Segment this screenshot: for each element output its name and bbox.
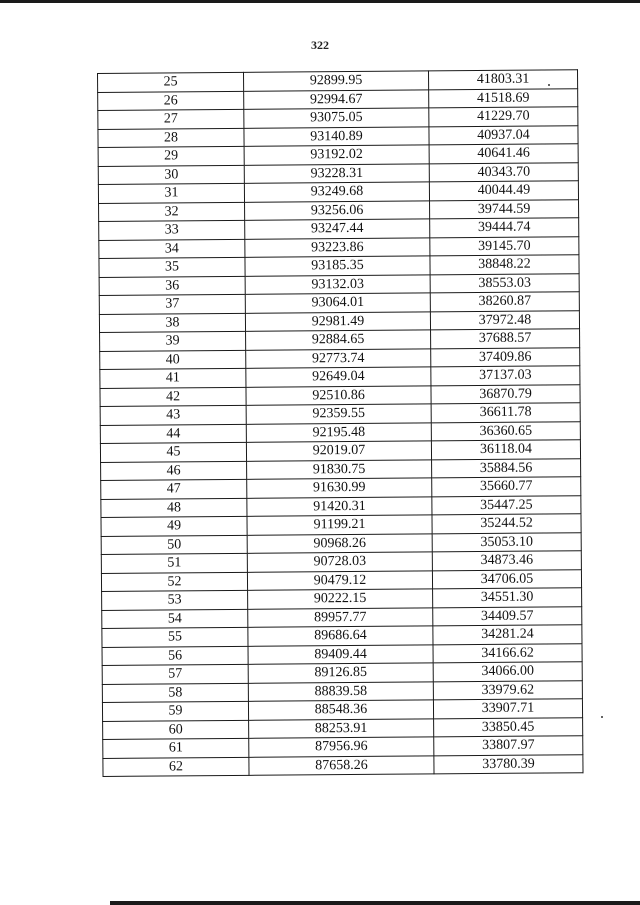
value-a-cell: 93132.03 (245, 274, 430, 294)
value-a-cell: 87658.26 (249, 755, 434, 775)
value-b-cell: 40641.46 (429, 144, 578, 164)
value-a-cell: 93228.31 (244, 163, 429, 183)
value-b-cell: 35884.56 (432, 458, 581, 478)
value-a-cell: 91199.21 (247, 515, 432, 535)
value-a-cell: 93075.05 (244, 108, 429, 128)
value-a-cell: 88253.91 (249, 718, 434, 738)
value-a-cell: 90222.15 (248, 589, 433, 609)
value-b-cell: 41229.70 (429, 107, 578, 127)
value-a-cell: 92899.95 (243, 71, 428, 91)
value-a-cell: 89409.44 (248, 644, 433, 664)
value-a-cell: 87956.96 (249, 737, 434, 757)
value-a-cell: 89686.64 (248, 626, 433, 646)
value-b-cell: 33907.71 (433, 699, 582, 719)
value-a-cell: 91830.75 (247, 459, 432, 479)
value-a-cell: 92359.55 (246, 404, 431, 424)
row-index-cell: 41 (100, 368, 246, 388)
value-a-cell: 90728.03 (247, 552, 432, 572)
row-index-cell: 26 (98, 91, 244, 111)
data-table (97, 69, 584, 777)
value-a-cell: 90479.12 (247, 570, 432, 590)
value-b-cell: 34706.05 (432, 569, 581, 589)
row-index-cell: 60 (103, 720, 249, 740)
table-row (103, 754, 583, 776)
row-index-cell: 50 (101, 535, 247, 555)
row-index-cell: 32 (99, 202, 245, 222)
page-number: 322 (311, 38, 329, 52)
value-b-cell: 39145.70 (430, 236, 579, 256)
value-b-cell: 35244.52 (432, 514, 581, 534)
value-a-cell: 92884.65 (246, 330, 431, 350)
value-b-cell: 33850.45 (434, 717, 583, 737)
table-body (98, 70, 584, 777)
row-index-cell: 59 (102, 701, 248, 721)
value-b-cell: 40937.04 (429, 125, 578, 145)
value-a-cell: 93140.89 (244, 126, 429, 146)
value-a-cell: 92773.74 (246, 348, 431, 368)
value-b-cell: 36118.04 (431, 440, 580, 460)
value-b-cell: 39444.74 (430, 218, 579, 238)
value-b-cell: 36611.78 (431, 403, 580, 423)
table-container (97, 69, 583, 777)
value-a-cell: 91420.31 (247, 496, 432, 516)
value-b-cell: 34873.46 (432, 551, 581, 571)
value-b-cell: 41803.31 (428, 70, 577, 90)
row-index-cell: 28 (98, 128, 244, 148)
row-index-cell: 61 (103, 738, 249, 758)
value-a-cell: 93247.44 (245, 219, 430, 239)
value-a-cell: 92981.49 (245, 311, 430, 331)
value-b-cell: 41518.69 (429, 88, 578, 108)
row-index-cell: 40 (100, 350, 246, 370)
row-index-cell: 58 (102, 683, 248, 703)
value-b-cell: 36870.79 (431, 384, 580, 404)
row-index-cell: 53 (102, 590, 248, 610)
value-a-cell: 90968.26 (247, 533, 432, 553)
row-index-cell: 30 (98, 165, 244, 185)
value-b-cell: 34066.00 (433, 662, 582, 682)
value-b-cell: 34409.57 (433, 606, 582, 626)
value-b-cell: 35660.77 (432, 477, 581, 497)
value-b-cell: 37137.03 (431, 366, 580, 386)
row-index-cell: 54 (102, 609, 248, 629)
value-b-cell: 37409.86 (431, 347, 580, 367)
scan-edge-top (0, 0, 640, 3)
row-index-cell: 37 (99, 294, 245, 314)
row-index-cell: 33 (99, 220, 245, 240)
row-index-cell: 35 (99, 257, 245, 277)
value-b-cell: 40044.49 (429, 181, 578, 201)
row-index-cell: 57 (102, 664, 248, 684)
value-b-cell: 38848.22 (430, 255, 579, 275)
row-index-cell: 52 (101, 572, 247, 592)
value-a-cell: 93249.68 (244, 182, 429, 202)
value-a-cell: 93223.86 (245, 237, 430, 257)
row-index-cell: 39 (100, 331, 246, 351)
value-b-cell: 34551.30 (433, 588, 582, 608)
row-index-cell: 31 (98, 183, 244, 203)
value-a-cell: 93185.35 (245, 256, 430, 276)
value-b-cell: 34166.62 (433, 643, 582, 663)
value-b-cell: 34281.24 (433, 625, 582, 645)
row-index-cell: 51 (101, 553, 247, 573)
row-index-cell: 49 (101, 516, 247, 536)
value-a-cell: 92994.67 (244, 89, 429, 109)
value-b-cell: 37972.48 (430, 310, 579, 330)
scan-speck (548, 84, 550, 86)
value-b-cell: 38260.87 (430, 292, 579, 312)
scan-speck (601, 716, 603, 718)
value-a-cell: 93256.06 (245, 200, 430, 220)
row-index-cell: 48 (101, 498, 247, 518)
row-index-cell: 44 (100, 424, 246, 444)
value-b-cell: 35053.10 (432, 532, 581, 552)
value-a-cell: 93192.02 (244, 145, 429, 165)
value-a-cell: 89957.77 (248, 607, 433, 627)
row-index-cell: 29 (98, 146, 244, 166)
value-b-cell: 33807.97 (434, 736, 583, 756)
row-index-cell: 25 (98, 72, 244, 92)
value-b-cell: 40343.70 (429, 162, 578, 182)
value-a-cell: 92649.04 (246, 367, 431, 387)
value-b-cell: 33780.39 (434, 754, 583, 774)
row-index-cell: 62 (103, 757, 249, 777)
value-b-cell: 36360.65 (431, 421, 580, 441)
value-b-cell: 37688.57 (431, 329, 580, 349)
value-b-cell: 35447.25 (432, 495, 581, 515)
row-index-cell: 55 (102, 627, 248, 647)
value-a-cell: 92510.86 (246, 385, 431, 405)
row-index-cell: 34 (99, 239, 245, 259)
value-b-cell: 33979.62 (433, 680, 582, 700)
row-index-cell: 46 (101, 461, 247, 481)
row-index-cell: 27 (98, 109, 244, 129)
row-index-cell: 47 (101, 479, 247, 499)
value-a-cell: 92195.48 (246, 422, 431, 442)
value-b-cell: 38553.03 (430, 273, 579, 293)
row-index-cell: 36 (99, 276, 245, 296)
value-a-cell: 88548.36 (248, 700, 433, 720)
row-index-cell: 38 (99, 313, 245, 333)
value-a-cell: 89126.85 (248, 663, 433, 683)
value-a-cell: 91630.99 (247, 478, 432, 498)
value-a-cell: 93064.01 (245, 293, 430, 313)
row-index-cell: 56 (102, 646, 248, 666)
row-index-cell: 45 (100, 442, 246, 462)
value-a-cell: 92019.07 (246, 441, 431, 461)
value-a-cell: 88839.58 (248, 681, 433, 701)
scan-edge-bottom (110, 901, 640, 905)
value-b-cell: 39744.59 (430, 199, 579, 219)
row-index-cell: 43 (100, 405, 246, 425)
row-index-cell: 42 (100, 387, 246, 407)
